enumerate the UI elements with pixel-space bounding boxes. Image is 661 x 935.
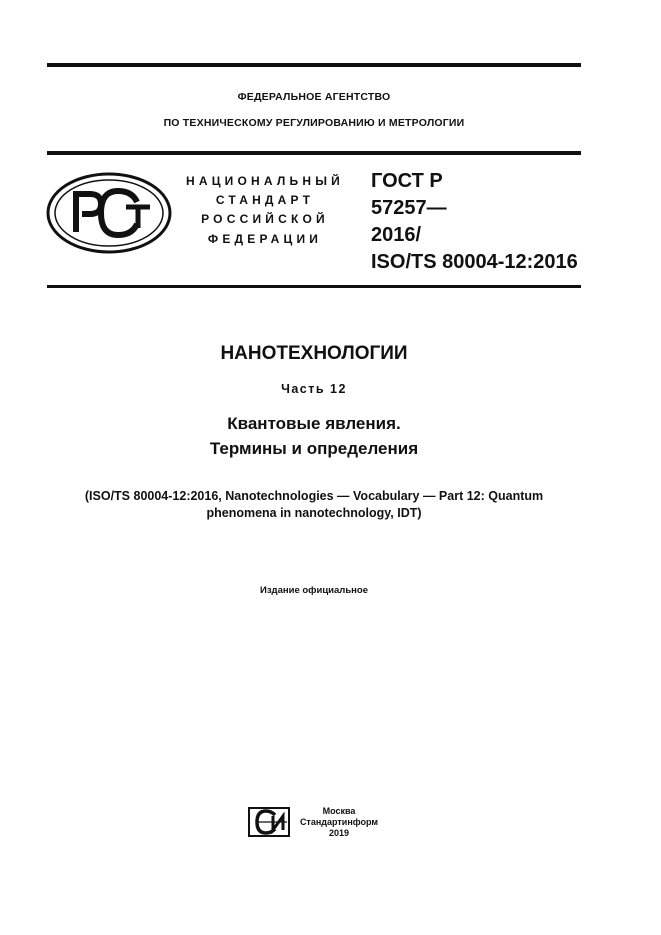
standard-type-line-1: НАЦИОНАЛЬНЫЙ (185, 174, 345, 188)
publisher-name: Стандартинформ (299, 817, 379, 827)
document-part: Часть 12 (281, 382, 347, 396)
standard-type-line-2: СТАНДАРТ (215, 193, 315, 207)
iso-reference-line-2: phenomena in nanotechnology, IDT) (206, 506, 422, 520)
standard-type-line-4: ФЕДЕРАЦИИ (207, 232, 323, 246)
gost-r-logo (46, 172, 172, 254)
agency-line-1: ФЕДЕРАЛЬНОЕ АГЕНТСТВО (237, 91, 391, 103)
top-rule (47, 63, 581, 67)
designation-line-2: 57257— (371, 197, 447, 219)
designation-line-4: ISO/TS 80004-12:2016 (371, 251, 578, 273)
designation-line-1: ГОСТ Р (371, 170, 443, 192)
publisher-city: Москва (322, 806, 356, 816)
publisher-logo (247, 806, 291, 838)
standard-type-line-3: РОССИЙСКОЙ (201, 212, 329, 226)
subtitle-line-2: Термины и определения (209, 439, 419, 458)
designation-line-3: 2016/ (371, 224, 422, 246)
document-title: НАНОТЕХНОЛОГИИ (220, 343, 408, 364)
standard-rule (47, 285, 581, 288)
header-rule (47, 151, 581, 155)
edition-label: Издание официальное (260, 585, 368, 596)
iso-reference-line-1: (ISO/TS 80004-12:2016, Nanotechnologies — Vocabulary — Part 12: Quantum (84, 489, 544, 503)
publisher-year: 2019 (328, 828, 350, 838)
agency-line-2: ПО ТЕХНИЧЕСКОМУ РЕГУЛИРОВАНИЮ И МЕТРОЛОГИИ (163, 117, 465, 129)
subtitle-line-1: Квантовые явления. (227, 414, 401, 433)
